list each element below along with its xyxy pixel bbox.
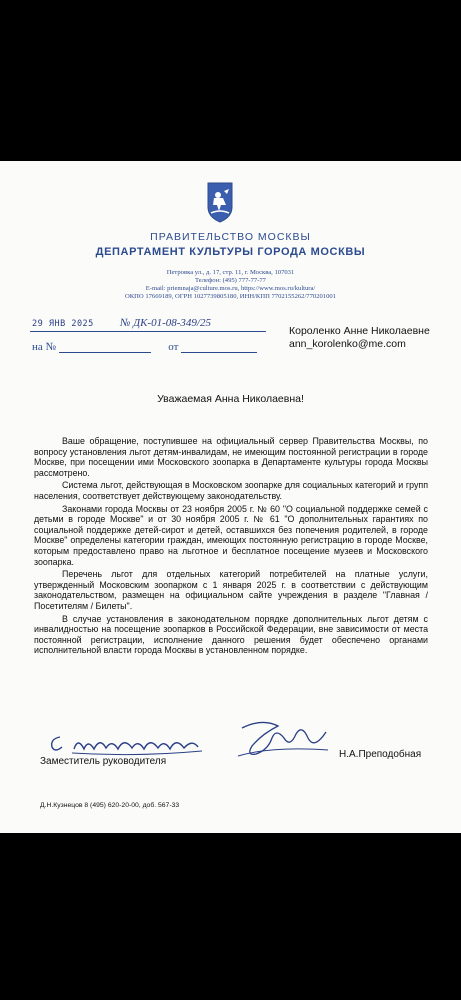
registration-number xyxy=(120,317,211,329)
department-title: ДЕПАРТАМЕНТ КУЛЬТУРЫ ГОРОДА МОСКВЫ xyxy=(95,246,366,258)
addressee-block xyxy=(289,325,430,351)
moscow-coat-of-arms-icon xyxy=(205,181,235,223)
signer-position: Заместитель руководителя xyxy=(40,756,167,767)
ref-date-label: от xyxy=(168,341,179,353)
salutation: Уважаемая Анна Николаевна! xyxy=(157,393,304,405)
registration-number-value: ДК-01-08-349/25 xyxy=(133,317,211,329)
executor-contact: Д.Н.Кузнецов 8 (495) 620-20-00, доб. 567-33 xyxy=(40,802,180,809)
paragraph: В случае установления в законодательном порядке дополнительных льгот детям с инвалидностью на посещение зоопарков в Российской Федерации, вне зависимости от места постоянной регистрации, исполнение данного решения будет обеспечено органами исполнительной власти города Москвы в установленном порядке. xyxy=(34,613,428,656)
paragraph: Перечень льгот для отдельных категорий потребителей на платные услуги, утвержденный Московским зоопарком с 1 января 2025 г. в соответствии с действующим законодательством, размещен на официальном сайте учреждения в разделе "Главная / Посетителям / Билеты". xyxy=(34,569,428,611)
number-sign: № xyxy=(120,317,131,329)
addressee-name: Короленко Анне Николаевне xyxy=(289,325,430,337)
department-codes: ОКПО 17669189, ОГРН 1027739805180, ИНН/КПП 7702155262/770201001 xyxy=(125,293,336,300)
government-title: ПРАВИТЕЛЬСТВО МОСКВЫ xyxy=(150,231,311,243)
letter-body xyxy=(34,436,428,658)
signature xyxy=(232,716,332,766)
department-address: Петровка ул., д. 17, стр. 11, г. Москва, 107031 xyxy=(166,269,295,276)
department-phone: Телефон: (495) 777-77-77 xyxy=(195,277,266,284)
registration-underline xyxy=(30,331,266,332)
department-email: E-mail: priemnaja@culture.mos.ru, https://www.mos.ru/kultura/ xyxy=(145,285,316,292)
paragraph: Ваше обращение, поступившее на официальный сервер Правительства Москвы, по вопросу установления льгот детям-инвалидам, не имеющим постоянной регистрации в городе Москве, при посещении ими Московского зоопарка в Департаменте культуры города Москвы рассмотрено. xyxy=(34,436,428,478)
ref-number-blank xyxy=(59,342,151,353)
paragraph: Система льгот, действующая в Московском зоопарке для социальных категорий и групп населения, соответствует действующему законодательству. xyxy=(34,480,428,501)
ref-date-blank xyxy=(181,342,257,353)
signer-name: Н.А.Преподобная xyxy=(339,749,422,760)
paragraph: Законами города Москвы от 23 ноября 2005 г. № 60 "О социальной поддержке семей с детьми в городе Москве" и от 30 ноября 2005 г. № 61 "О дополнительных гарантиях по социальной поддержке детей-сирот и детей, оставшихся без попечения родителей, в городе Москве" определены категории граждан, имеющих постоянную регистрацию в городе Москве, которым предоставлено право на льготное и бесплатное посещение музеев и Московского зоопарка. xyxy=(34,503,428,567)
letter-page xyxy=(0,161,461,833)
ref-number-label: на № xyxy=(32,341,57,353)
addressee-email: ann_korolenko@me.com xyxy=(289,338,406,350)
registration-date-stamp: 29 ЯНВ 2025 xyxy=(32,319,94,329)
reference-row xyxy=(32,341,257,353)
